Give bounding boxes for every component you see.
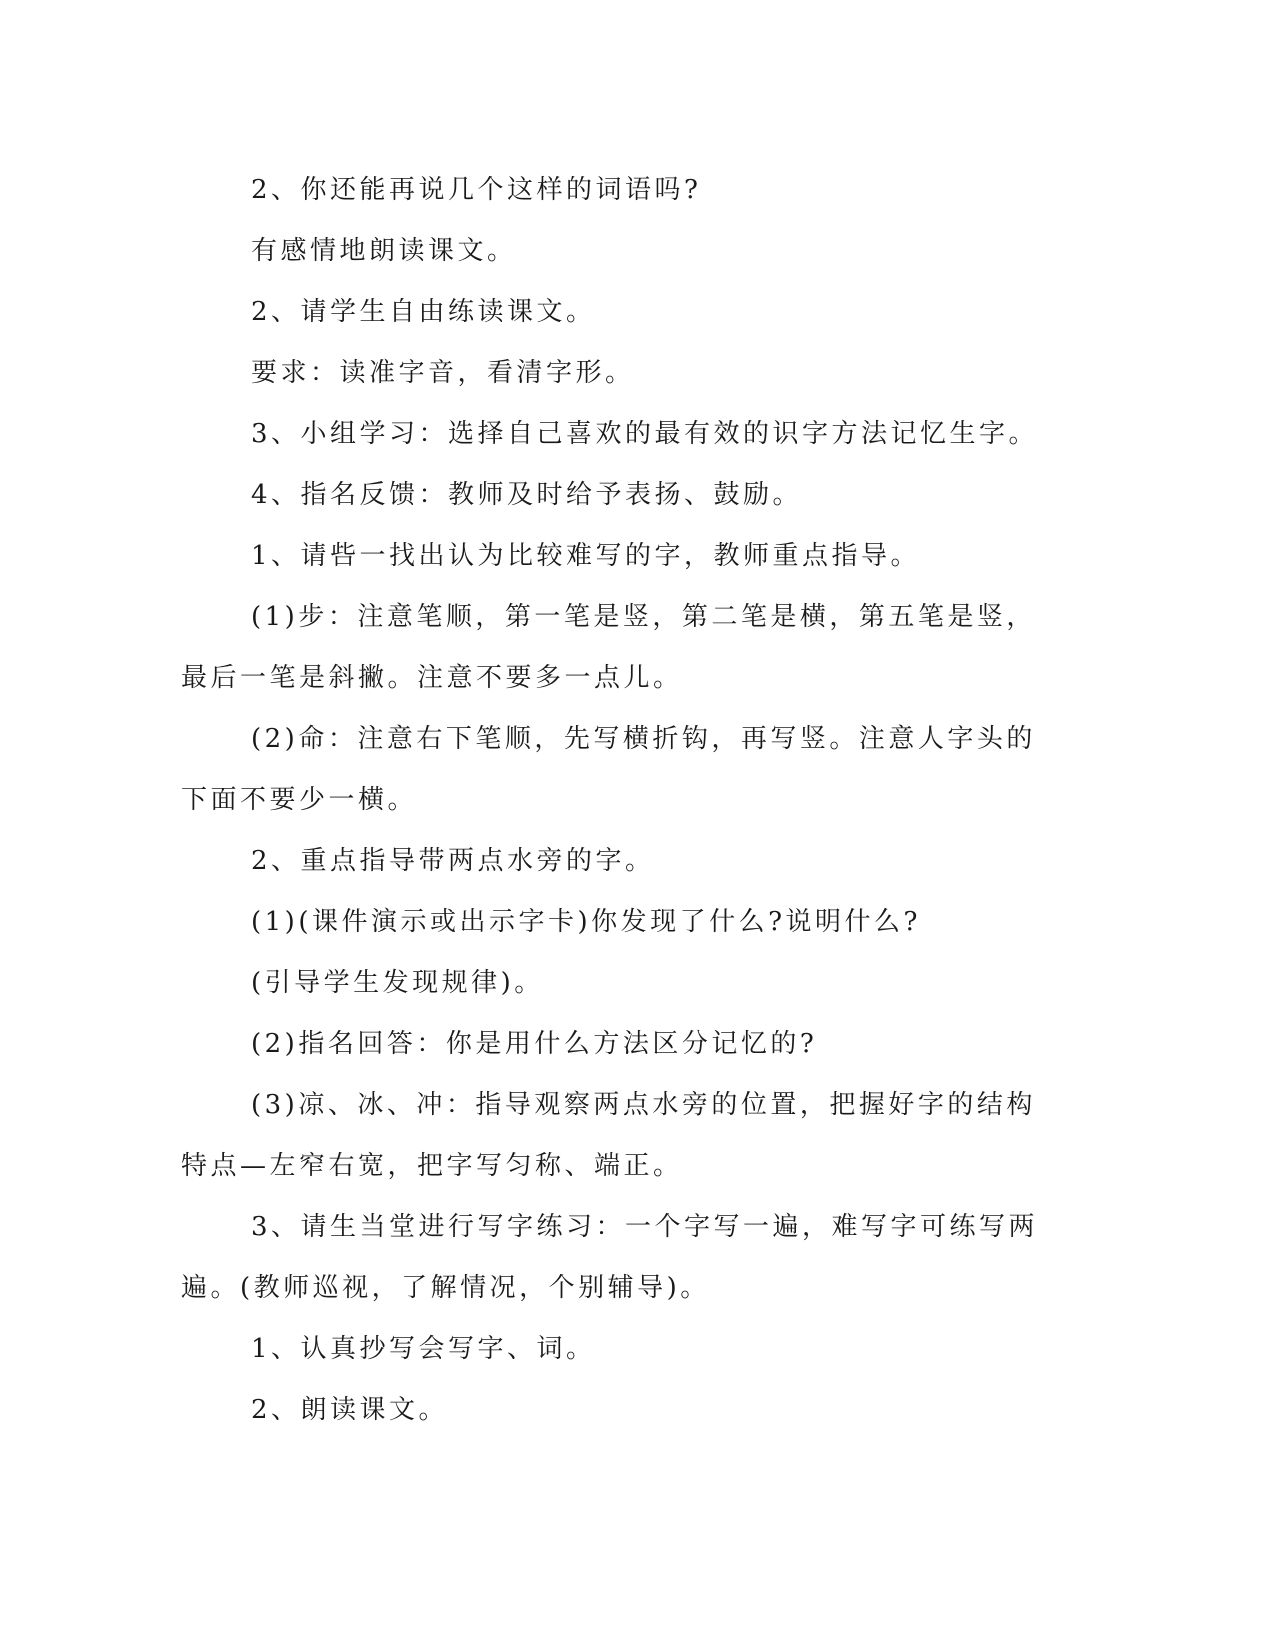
paragraph: 2、重点指导带两点水旁的字。 <box>251 846 655 876</box>
paragraph: 2、请学生自由练读课文。 <box>251 297 596 327</box>
paragraph: 3、请生当堂进行写字练习：一个字写一遍，难写字可练写两遍。(教师巡视，了解情况，个别辅导)。 <box>181 1212 1039 1303</box>
paragraph: (1)步：注意笔顺，第一笔是竖，第二笔是横，第五笔是竖，最后一笔是斜撇。注意不要多一点儿。 <box>181 602 1036 693</box>
paragraph: 2、朗读课文。 <box>251 1395 449 1425</box>
paragraph: 4、指名反馈：教师及时给予表扬、鼓励。 <box>251 480 803 510</box>
paragraph: 有感情地朗读课文。 <box>251 236 517 266</box>
paragraph: 3、小组学习：选择自己喜欢的最有效的识字方法记忆生字。 <box>251 419 1039 449</box>
paragraph: (2)指名回答：你是用什么方法区分记忆的? <box>251 1029 818 1059</box>
paragraph: 1、认真抄写会写字、词。 <box>251 1334 596 1364</box>
paragraph: 2、你还能再说几个这样的词语吗? <box>251 175 702 205</box>
paragraph: (1)(课件演示或出示字卡)你发现了什么?说明什么? <box>251 907 921 937</box>
document-body <box>181 160 1061 1441</box>
paragraph: (3)凉、冰、冲：指导观察两点水旁的位置，把握好字的结构特点—左窄右宽，把字写匀称、端正。 <box>181 1090 1036 1181</box>
paragraph: (2)命：注意右下笔顺，先写横折钩，再写竖。注意人字头的下面不要少一横。 <box>181 724 1036 815</box>
paragraph: (引导学生发现规律)。 <box>251 968 544 998</box>
paragraph: 1、请呰一找出认为比较难写的字，教师重点指导。 <box>251 541 921 571</box>
paragraph: 要求：读准字音，看清字形。 <box>251 358 635 388</box>
